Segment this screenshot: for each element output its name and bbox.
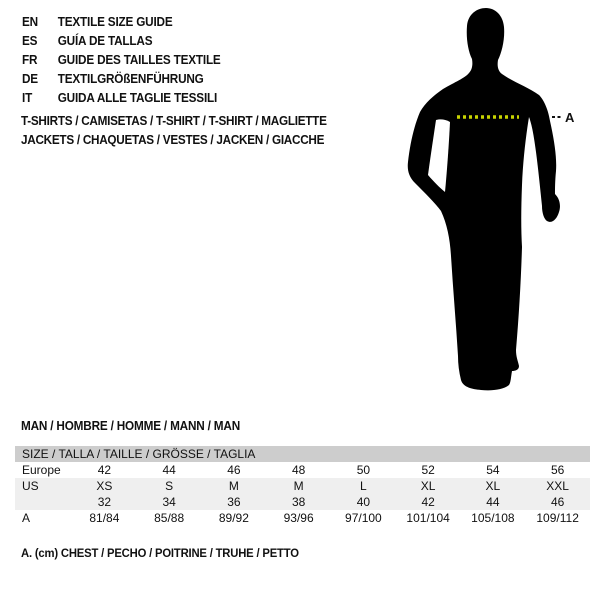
language-label: GUÍA DE TALLAS [57,34,153,48]
language-row [22,89,221,108]
size-row-label [15,494,72,510]
size-cell: 34 [162,495,176,509]
size-cell: 109/112 [536,511,579,525]
size-cell: 46 [550,495,565,509]
size-cell: 44 [162,463,176,477]
size-cell: 38 [291,495,306,509]
size-cell: XXL [546,479,569,493]
size-cell: 40 [356,495,371,509]
language-label: TEXTILGRÖßENFÜHRUNG [57,72,204,86]
size-row-label: Europe [22,463,61,477]
size-cell: 97/100 [345,511,382,525]
language-code: ES [22,34,38,48]
size-cell: 93/96 [283,511,314,525]
measurement-footnote: A. (cm) CHEST / PECHO / POITRINE / TRUHE / PETTO [21,546,299,560]
size-cell: 42 [421,495,435,509]
size-cell: S [165,479,174,493]
man-silhouette-graphic [405,5,580,395]
language-code: FR [22,53,38,67]
size-row-label: US [22,479,39,493]
size-table-row [15,494,590,510]
size-cell: XL [420,479,436,493]
size-table-row [15,510,590,526]
language-label: GUIDA ALLE TAGLIE TESSILI [57,91,218,105]
language-list [22,13,221,108]
size-cell: 32 [97,495,112,509]
size-cell: M [228,479,239,493]
size-cell: L [360,479,367,493]
language-label: GUIDE DES TAILLES TEXTILE [57,53,221,67]
size-cell: 56 [550,463,565,477]
size-table-row [15,462,590,478]
category-line-tshirts: T-SHIRTS / CAMISETAS / T-SHIRT / T-SHIRT / MAGLIETTE [21,114,327,128]
man-silhouette [408,8,560,390]
size-cell: 36 [227,495,241,509]
size-table-body [15,462,590,526]
language-code: IT [22,91,33,105]
language-row [22,70,221,89]
size-cell: 105/108 [471,511,515,525]
size-cell: 44 [486,495,500,509]
size-cell: 101/104 [406,511,450,525]
size-cell: 54 [486,463,500,477]
category-list [21,112,327,150]
size-cell: 50 [356,463,371,477]
language-row [22,51,221,70]
size-cell: 42 [97,463,112,477]
size-table-header: SIZE / TALLA / TAILLE / GRÖSSE / TAGLIA [15,446,590,462]
measure-label-a: A [565,110,575,125]
size-table [15,446,590,526]
language-row [22,32,221,51]
language-code: DE [22,72,38,86]
size-cell: 89/92 [218,511,249,525]
size-cell: 52 [421,463,435,477]
size-cell: 46 [227,463,241,477]
size-table-row [15,478,590,494]
language-row [22,13,221,32]
size-cell: XS [96,479,113,493]
size-cell: 85/88 [154,511,185,525]
language-label: TEXTILE SIZE GUIDE [57,15,173,29]
size-cell: M [293,479,304,493]
size-cell: XL [485,479,501,493]
size-cell: 48 [291,463,306,477]
size-cell: 81/84 [89,511,120,525]
size-row-label: A [22,511,31,525]
section-title: MAN / HOMBRE / HOMME / MANN / MAN [21,419,241,433]
category-line-jackets: JACKETS / CHAQUETAS / VESTES / JACKEN / GIACCHE [21,133,325,147]
language-code: EN [22,15,38,29]
